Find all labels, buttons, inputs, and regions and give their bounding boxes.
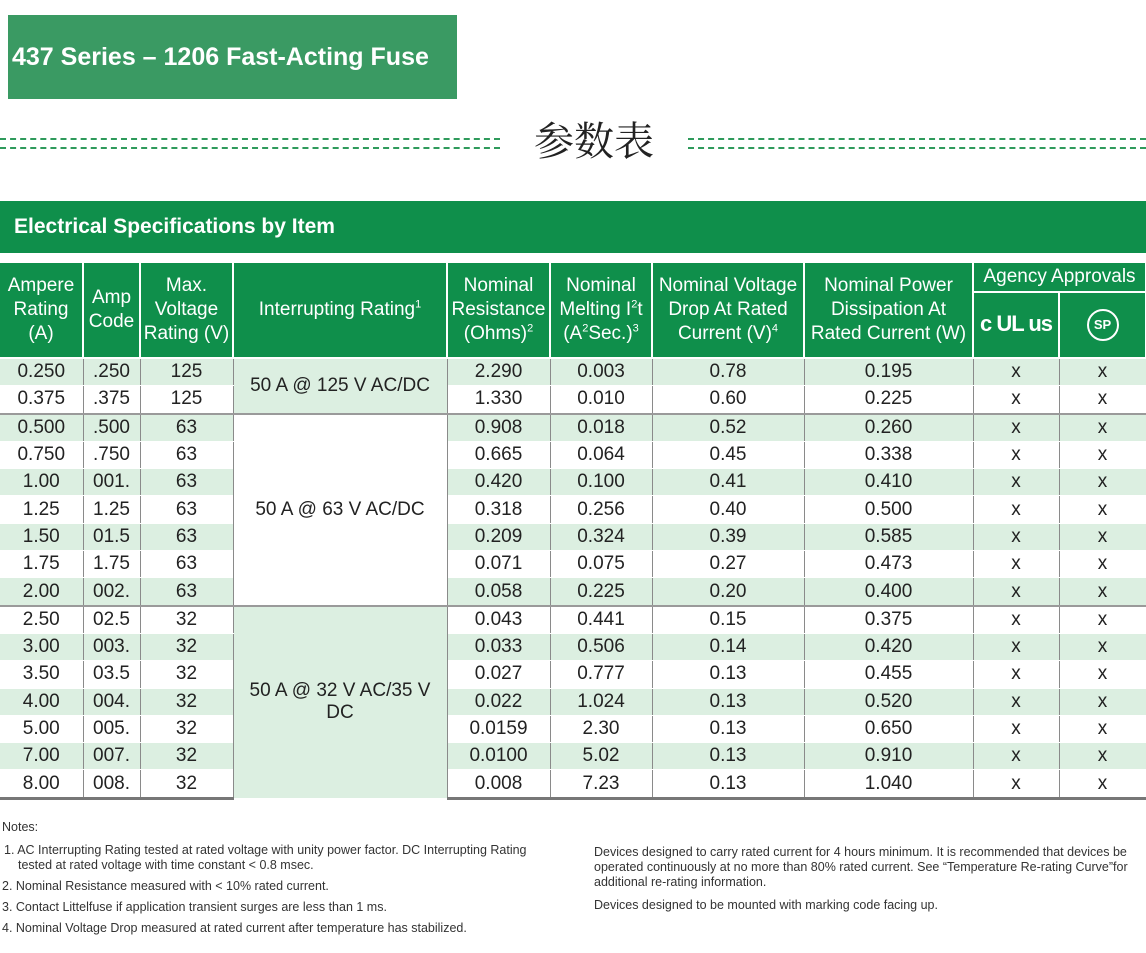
- spec-table: [0, 263, 1146, 800]
- col-power-header: Nominal Power Dissipation At Rated Current (W): [804, 263, 973, 358]
- table-row: [0, 358, 1146, 386]
- note-current: Devices designed to carry rated current for 4 hours minimum. It is recommended that devices be operated continuously at no more than 80% rated current. See “Temperature Re-rating Curve”for additional re-rating information.: [594, 845, 1128, 889]
- cell-resistance: 0.665: [447, 441, 550, 468]
- cell-ul: x: [973, 743, 1059, 770]
- col-ampere-header: Ampere Rating (A): [0, 263, 83, 358]
- cell-code: 005.: [83, 715, 140, 742]
- cell-code: .375: [83, 386, 140, 414]
- cell-csa: x: [1059, 386, 1146, 414]
- cell-vdrop: 0.60: [652, 386, 804, 414]
- table-row: [0, 715, 1146, 742]
- cell-resistance: 0.027: [447, 661, 550, 688]
- cell-voltage: 63: [140, 441, 233, 468]
- note-1: 1. AC Interrupting Rating tested at rated voltage with unity power factor. DC Interrupting Rating tested at rated voltage with time constant < 0.8 msec.: [4, 843, 527, 872]
- cell-code: 004.: [83, 688, 140, 715]
- spec-bar: [0, 201, 1146, 253]
- cell-code: .750: [83, 441, 140, 468]
- cell-power: 0.910: [804, 743, 973, 770]
- cell-vdrop: 0.45: [652, 441, 804, 468]
- cell-melting: 0.324: [550, 523, 652, 550]
- cell-voltage: 32: [140, 715, 233, 742]
- cell-power: 0.650: [804, 715, 973, 742]
- cell-code: 002.: [83, 578, 140, 606]
- cell-ampere: 1.00: [0, 469, 83, 496]
- cell-vdrop: 0.13: [652, 715, 804, 742]
- table-row: [0, 743, 1146, 770]
- cell-power: 0.520: [804, 688, 973, 715]
- cell-vdrop: 0.27: [652, 551, 804, 578]
- cell-melting: 5.02: [550, 743, 652, 770]
- notes-right: [594, 845, 1139, 919]
- cell-ul: x: [973, 578, 1059, 606]
- cell-ampere: 1.25: [0, 496, 83, 523]
- cell-voltage: 63: [140, 523, 233, 550]
- cell-resistance: 0.043: [447, 606, 550, 634]
- cell-melting: 0.075: [550, 551, 652, 578]
- cell-voltage: 32: [140, 743, 233, 770]
- csa-header: [1059, 292, 1146, 358]
- cell-power: 0.420: [804, 633, 973, 660]
- cell-ul: x: [973, 770, 1059, 798]
- cell-resistance: 0.071: [447, 551, 550, 578]
- cell-code: 003.: [83, 633, 140, 660]
- cell-melting: 0.100: [550, 469, 652, 496]
- cell-power: 0.195: [804, 358, 973, 386]
- col-interrupting-header: Interrupting Rating$^1$: [233, 263, 447, 358]
- cell-resistance: 0.033: [447, 633, 550, 660]
- cell-vdrop: 0.41: [652, 469, 804, 496]
- cell-ul: x: [973, 414, 1059, 442]
- cell-power: 0.338: [804, 441, 973, 468]
- cell-ul: x: [973, 688, 1059, 715]
- cell-melting: 0.003: [550, 358, 652, 386]
- cell-csa: x: [1059, 578, 1146, 606]
- cell-ul: x: [973, 441, 1059, 468]
- cell-resistance: 0.908: [447, 414, 550, 442]
- cell-code: 1.75: [83, 551, 140, 578]
- cell-power: 1.040: [804, 770, 973, 798]
- cell-csa: x: [1059, 743, 1146, 770]
- notes-left: [2, 820, 562, 942]
- note-4: 4. Nominal Voltage Drop measured at rated current after temperature has stabilized.: [2, 921, 467, 935]
- cell-melting: 0.256: [550, 496, 652, 523]
- cell-ul: x: [973, 606, 1059, 634]
- cell-melting: 0.506: [550, 633, 652, 660]
- cell-vdrop: 0.13: [652, 688, 804, 715]
- table-row: [0, 633, 1146, 660]
- cell-resistance: 0.420: [447, 469, 550, 496]
- cell-code: .500: [83, 414, 140, 442]
- cell-vdrop: 0.13: [652, 661, 804, 688]
- cell-voltage: 32: [140, 606, 233, 634]
- cell-resistance: 0.209: [447, 523, 550, 550]
- cell-ul: x: [973, 469, 1059, 496]
- cell-melting: 0.225: [550, 578, 652, 606]
- cell-ul: x: [973, 386, 1059, 414]
- cell-resistance: 2.290: [447, 358, 550, 386]
- cell-voltage: 63: [140, 414, 233, 442]
- cell-ampere: 0.375: [0, 386, 83, 414]
- col-melting-header: Nominal Melting $I^2t$ $(A^2Sec.)^3$: [550, 263, 652, 358]
- interrupting-rating-cell: 50 A @ 63 V AC/DC: [233, 414, 447, 606]
- cell-vdrop: 0.40: [652, 496, 804, 523]
- cell-vdrop: 0.39: [652, 523, 804, 550]
- cell-ampere: 0.250: [0, 358, 83, 386]
- cell-ampere: 3.00: [0, 633, 83, 660]
- cell-vdrop: 0.20: [652, 578, 804, 606]
- csa-certified-icon: SP: [1087, 309, 1119, 341]
- cell-ampere: 3.50: [0, 661, 83, 688]
- table-row: [0, 578, 1146, 606]
- cell-csa: x: [1059, 358, 1146, 386]
- col-resistance-header: Nominal Resistance (Ohms)$^2$: [447, 263, 550, 358]
- cell-code: 1.25: [83, 496, 140, 523]
- cell-ul: x: [973, 496, 1059, 523]
- left-divider: [0, 138, 500, 149]
- cell-csa: x: [1059, 633, 1146, 660]
- cell-voltage: 63: [140, 496, 233, 523]
- cell-ul: x: [973, 715, 1059, 742]
- cell-voltage: 32: [140, 688, 233, 715]
- col-agency-header: Agency Approvals: [973, 263, 1146, 292]
- section-heading-row: [0, 112, 1146, 172]
- cell-vdrop: 0.78: [652, 358, 804, 386]
- cell-power: 0.500: [804, 496, 973, 523]
- col-vdrop-header: Nominal Voltage Drop At Rated Current $(V)^4$: [652, 263, 804, 358]
- cell-ampere: 1.75: [0, 551, 83, 578]
- cell-melting: 2.30: [550, 715, 652, 742]
- cell-vdrop: 0.13: [652, 770, 804, 798]
- title-banner: [8, 15, 457, 99]
- cell-ampere: 8.00: [0, 770, 83, 798]
- ul-header: [973, 292, 1059, 358]
- col-voltage-header: Max. Voltage Rating (V): [140, 263, 233, 358]
- cell-voltage: 63: [140, 469, 233, 496]
- cell-code: 01.5: [83, 523, 140, 550]
- cell-melting: 7.23: [550, 770, 652, 798]
- note-2: 2. Nominal Resistance measured with < 10% rated current.: [2, 879, 329, 893]
- cell-melting: 1.024: [550, 688, 652, 715]
- cell-csa: x: [1059, 770, 1146, 798]
- cell-csa: x: [1059, 441, 1146, 468]
- table-row: [0, 606, 1146, 634]
- cell-resistance: 0.0100: [447, 743, 550, 770]
- cell-csa: x: [1059, 523, 1146, 550]
- table-row: [0, 688, 1146, 715]
- cell-power: 0.473: [804, 551, 973, 578]
- cell-vdrop: 0.52: [652, 414, 804, 442]
- cell-melting: 0.441: [550, 606, 652, 634]
- table-row: [0, 523, 1146, 550]
- note-mounting: Devices designed to be mounted with marking code facing up.: [594, 898, 938, 912]
- cell-csa: x: [1059, 496, 1146, 523]
- cell-code: 008.: [83, 770, 140, 798]
- cell-code: 007.: [83, 743, 140, 770]
- cell-ampere: 5.00: [0, 715, 83, 742]
- table-row: [0, 661, 1146, 688]
- cell-csa: x: [1059, 469, 1146, 496]
- cell-melting: 0.064: [550, 441, 652, 468]
- cell-code: 03.5: [83, 661, 140, 688]
- cell-resistance: 1.330: [447, 386, 550, 414]
- cell-code: .250: [83, 358, 140, 386]
- cell-ampere: 2.50: [0, 606, 83, 634]
- cell-ampere: 0.500: [0, 414, 83, 442]
- cell-voltage: 125: [140, 386, 233, 414]
- cell-vdrop: 0.13: [652, 743, 804, 770]
- cell-ul: x: [973, 661, 1059, 688]
- col-code-header: Amp Code: [83, 263, 140, 358]
- cell-code: 001.: [83, 469, 140, 496]
- cell-ampere: 2.00: [0, 578, 83, 606]
- table-row: [0, 441, 1146, 468]
- cell-code: 02.5: [83, 606, 140, 634]
- table-row: [0, 469, 1146, 496]
- cell-vdrop: 0.15: [652, 606, 804, 634]
- cell-power: 0.455: [804, 661, 973, 688]
- cell-voltage: 125: [140, 358, 233, 386]
- note-3: 3. Contact Littelfuse if application transient surges are less than 1 ms.: [2, 900, 387, 914]
- cell-csa: x: [1059, 414, 1146, 442]
- cell-voltage: 63: [140, 551, 233, 578]
- cell-power: 0.410: [804, 469, 973, 496]
- cell-ul: x: [973, 551, 1059, 578]
- table-row: [0, 414, 1146, 442]
- cell-voltage: 32: [140, 770, 233, 798]
- cell-resistance: 0.318: [447, 496, 550, 523]
- table-row: [0, 770, 1146, 798]
- cell-melting: 0.018: [550, 414, 652, 442]
- ul-listed-icon: c UL us: [979, 311, 1053, 336]
- cell-ampere: 0.750: [0, 441, 83, 468]
- notes-heading: Notes:: [2, 820, 39, 834]
- cell-voltage: 63: [140, 578, 233, 606]
- spec-table-body: [0, 358, 1146, 798]
- cell-power: 0.585: [804, 523, 973, 550]
- interrupting-rating-cell: 50 A @ 32 V AC/35 V DC: [233, 606, 447, 799]
- cell-resistance: 0.0159: [447, 715, 550, 742]
- page-title: 437 Series – 1206 Fast-Acting Fuse: [12, 42, 429, 71]
- cell-resistance: 0.008: [447, 770, 550, 798]
- spec-bar-title: Electrical Specifications by Item: [14, 215, 335, 238]
- cell-csa: x: [1059, 661, 1146, 688]
- table-row: [0, 496, 1146, 523]
- cell-resistance: 0.058: [447, 578, 550, 606]
- cell-melting: 0.777: [550, 661, 652, 688]
- cell-voltage: 32: [140, 633, 233, 660]
- right-divider: [688, 138, 1146, 149]
- cell-csa: x: [1059, 606, 1146, 634]
- cell-csa: x: [1059, 715, 1146, 742]
- section-heading: 参数表: [534, 119, 654, 165]
- cell-ul: x: [973, 633, 1059, 660]
- cell-power: 0.260: [804, 414, 973, 442]
- cell-ul: x: [973, 523, 1059, 550]
- cell-power: 0.225: [804, 386, 973, 414]
- cell-ampere: 1.50: [0, 523, 83, 550]
- cell-voltage: 32: [140, 661, 233, 688]
- cell-power: 0.375: [804, 606, 973, 634]
- cell-melting: 0.010: [550, 386, 652, 414]
- cell-vdrop: 0.14: [652, 633, 804, 660]
- table-row: [0, 386, 1146, 414]
- cell-csa: x: [1059, 688, 1146, 715]
- cell-power: 0.400: [804, 578, 973, 606]
- table-row: [0, 551, 1146, 578]
- cell-ul: x: [973, 358, 1059, 386]
- cell-resistance: 0.022: [447, 688, 550, 715]
- interrupting-rating-cell: 50 A @ 125 V AC/DC: [233, 358, 447, 414]
- cell-ampere: 4.00: [0, 688, 83, 715]
- cell-ampere: 7.00: [0, 743, 83, 770]
- cell-csa: x: [1059, 551, 1146, 578]
